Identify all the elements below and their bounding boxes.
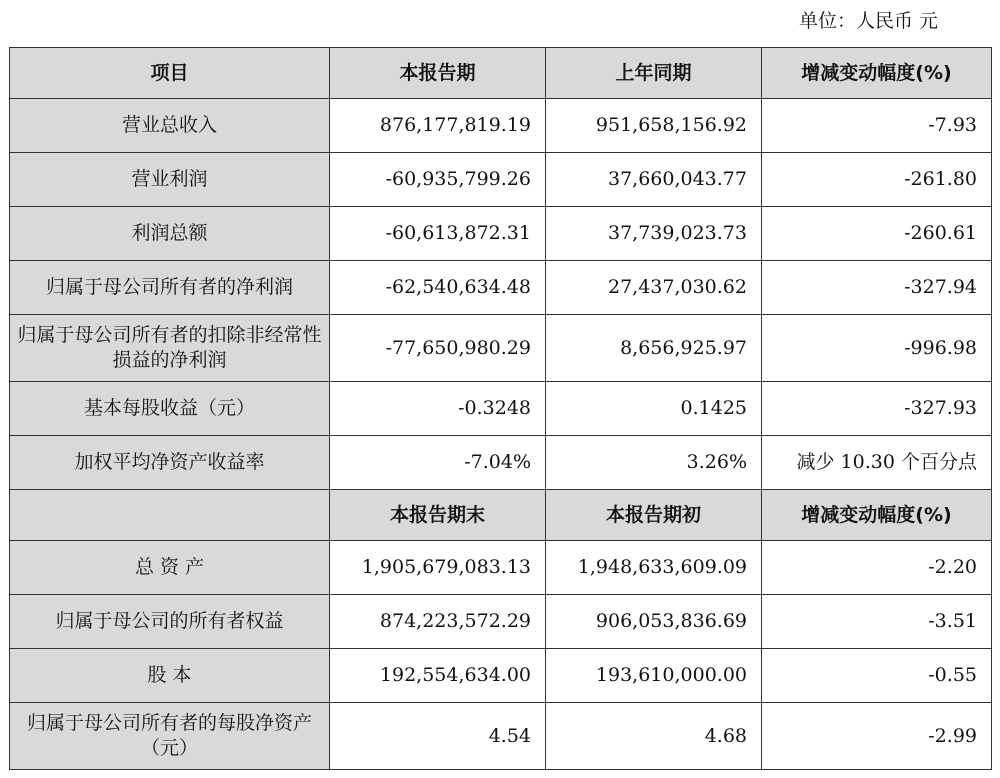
current-value: -0.3248 — [330, 382, 546, 436]
row-label: 股 本 — [10, 649, 330, 703]
change-value: -327.93 — [762, 382, 992, 436]
current-value: 874,223,572.29 — [330, 595, 546, 649]
current-value: 876,177,819.19 — [330, 99, 546, 153]
table-row — [10, 382, 992, 436]
change-value: -2.99 — [762, 703, 992, 770]
row-label: 总 资 产 — [10, 541, 330, 595]
table-row — [10, 703, 992, 770]
prior-value: 1,948,633,609.09 — [546, 541, 762, 595]
current-value: 192,554,634.00 — [330, 649, 546, 703]
table-subheader-row — [10, 490, 992, 541]
change-value: -996.98 — [762, 315, 992, 382]
prior-value: 951,658,156.92 — [546, 99, 762, 153]
change-value: 减少 10.30 个百分点 — [762, 436, 992, 490]
current-value: -62,540,634.48 — [330, 261, 546, 315]
prior-value: 0.1425 — [546, 382, 762, 436]
table-row — [10, 649, 992, 703]
change-value: -0.55 — [762, 649, 992, 703]
row-label: 基本每股收益（元） — [10, 382, 330, 436]
prior-value: 193,610,000.00 — [546, 649, 762, 703]
subheader-blank — [10, 490, 330, 541]
current-value: 1,905,679,083.13 — [330, 541, 546, 595]
current-value: 4.54 — [330, 703, 546, 770]
prior-value: 27,437,030.62 — [546, 261, 762, 315]
financial-summary-table — [9, 47, 992, 770]
row-label: 营业总收入 — [10, 99, 330, 153]
row-label: 归属于母公司所有者的净利润 — [10, 261, 330, 315]
current-value: -60,935,799.26 — [330, 153, 546, 207]
prior-value: 37,660,043.77 — [546, 153, 762, 207]
change-value: -327.94 — [762, 261, 992, 315]
table-header-row — [10, 48, 992, 99]
row-label: 归属于母公司所有者的每股净资产（元） — [10, 703, 330, 770]
prior-value: 4.68 — [546, 703, 762, 770]
row-label: 利润总额 — [10, 207, 330, 261]
row-label: 归属于母公司的所有者权益 — [10, 595, 330, 649]
table-row — [10, 541, 992, 595]
table-row — [10, 595, 992, 649]
header-change-pct: 增减变动幅度(%) — [762, 490, 992, 541]
header-period-start: 本报告期初 — [546, 490, 762, 541]
row-label: 营业利润 — [10, 153, 330, 207]
header-period-end: 本报告期末 — [330, 490, 546, 541]
current-value: -7.04% — [330, 436, 546, 490]
header-item: 项目 — [10, 48, 330, 99]
change-value: -260.61 — [762, 207, 992, 261]
change-value: -7.93 — [762, 99, 992, 153]
current-value: -60,613,872.31 — [330, 207, 546, 261]
prior-value: 906,053,836.69 — [546, 595, 762, 649]
table-row — [10, 153, 992, 207]
prior-value: 8,656,925.97 — [546, 315, 762, 382]
prior-value: 37,739,023.73 — [546, 207, 762, 261]
header-current-period: 本报告期 — [330, 48, 546, 99]
row-label: 归属于母公司所有者的扣除非经常性损益的净利润 — [10, 315, 330, 382]
table-row — [10, 436, 992, 490]
header-prior-period: 上年同期 — [546, 48, 762, 99]
change-value: -2.20 — [762, 541, 992, 595]
table-row — [10, 261, 992, 315]
prior-value: 3.26% — [546, 436, 762, 490]
table-row — [10, 315, 992, 382]
unit-label: 单位：人民币 元 — [798, 10, 938, 32]
table-row — [10, 99, 992, 153]
change-value: -3.51 — [762, 595, 992, 649]
header-change-pct: 增减变动幅度(%) — [762, 48, 992, 99]
table-row — [10, 207, 992, 261]
row-label: 加权平均净资产收益率 — [10, 436, 330, 490]
current-value: -77,650,980.29 — [330, 315, 546, 382]
change-value: -261.80 — [762, 153, 992, 207]
